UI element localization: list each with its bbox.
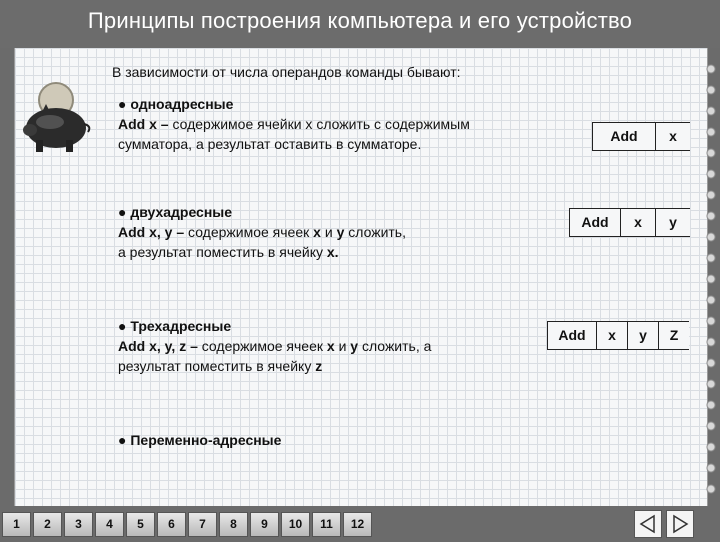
section-one-address: [118, 94, 470, 154]
operand-y: y: [350, 338, 359, 354]
section-heading: ● двухадресные: [118, 204, 233, 220]
instruction-format-three-address: [547, 321, 689, 350]
format-cell-operand: x: [669, 128, 677, 144]
intro-text: В зависимости от числа операндов команды бывают:: [112, 64, 461, 80]
format-cell-operand: Z: [669, 327, 679, 343]
description-text-end: сложить, а: [358, 338, 432, 354]
section-line-2: [118, 242, 406, 262]
nav-page-8[interactable]: 8: [219, 512, 248, 537]
section-line-2: [118, 356, 431, 376]
piggy-bank-icon: [20, 78, 92, 158]
instruction-format-one-address: [592, 122, 690, 151]
nav-page-11[interactable]: 11: [312, 512, 341, 537]
format-cell-operand: y: [669, 214, 677, 230]
conjunction: и: [320, 224, 337, 240]
nav-page-6[interactable]: 6: [157, 512, 186, 537]
section-heading: ● одноадресные: [118, 96, 234, 112]
format-cell-opcode: Add: [570, 209, 621, 236]
nav-page-10[interactable]: 10: [281, 512, 310, 537]
prev-slide-button[interactable]: [634, 510, 662, 538]
format-cell-opcode: Add: [593, 123, 656, 150]
section-line-2: сумматора, а результат оставить в сумматоре.: [118, 136, 422, 152]
nav-page-2[interactable]: 2: [33, 512, 62, 537]
section-two-address: [118, 202, 406, 262]
slide-navigation: [2, 512, 374, 537]
section-heading: ● Трехадресные: [118, 318, 232, 334]
section-line-1: [118, 114, 470, 134]
result-cell: z: [315, 358, 323, 374]
section-heading: ● Переменно-адресные: [118, 432, 282, 448]
command-example: Add x, y –: [118, 224, 185, 240]
nav-page-7[interactable]: 7: [188, 512, 217, 537]
conjunction: и: [334, 338, 351, 354]
command-example: Add x, y, z –: [118, 338, 198, 354]
notebook-rings: [702, 60, 720, 500]
slide-title: Принципы построения компьютера и его устройство: [87, 8, 633, 33]
nav-page-9[interactable]: 9: [250, 512, 279, 537]
nav-page-4[interactable]: 4: [95, 512, 124, 537]
nav-page-5[interactable]: 5: [126, 512, 155, 537]
description-text: содержимое ячеек: [184, 224, 314, 240]
format-cell-operand: x: [621, 209, 656, 236]
result-text: результат поместить в ячейку: [118, 358, 316, 374]
description-text-end: сложить,: [344, 224, 406, 240]
format-cell-operand: y: [628, 322, 659, 349]
format-cell-operand: x: [597, 322, 628, 349]
section-line-1: [118, 336, 431, 356]
result-cell: x.: [326, 244, 339, 260]
description-text: содержимое ячейки x сложить с содержимым: [168, 116, 470, 132]
section-three-address: [118, 316, 431, 376]
section-line-1: [118, 222, 406, 242]
operand-x: x: [313, 224, 321, 240]
description-text: содержимое ячеек: [197, 338, 327, 354]
nav-page-3[interactable]: 3: [64, 512, 93, 537]
next-slide-button[interactable]: [666, 510, 694, 538]
nav-page-1[interactable]: 1: [2, 512, 31, 537]
nav-page-12[interactable]: 12: [343, 512, 372, 537]
instruction-format-two-address: [569, 208, 690, 237]
operand-y: y: [336, 224, 345, 240]
operand-x: x: [326, 338, 335, 354]
command-example: Add x –: [118, 116, 169, 132]
triangle-right-icon: [667, 511, 693, 537]
format-cell-opcode: Add: [548, 322, 597, 349]
title-bar: [0, 0, 720, 48]
section-variable-address: [118, 430, 281, 450]
result-text: а результат поместить в ячейку: [118, 244, 327, 260]
triangle-left-icon: [635, 511, 661, 537]
